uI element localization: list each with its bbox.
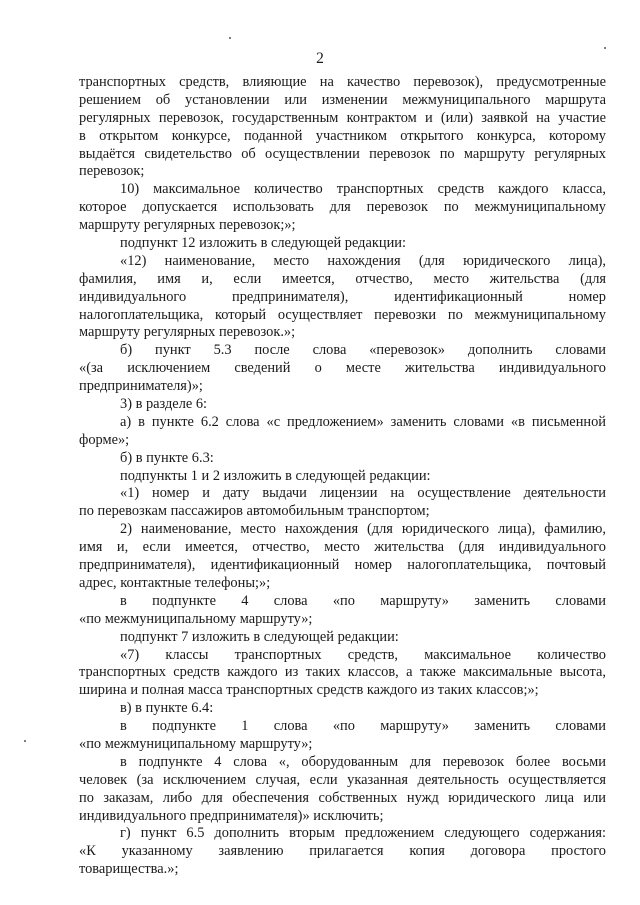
text-line: адрес, контактные телефоны;»; [79,574,271,591]
text-line: по заказам, либо для обеспечения собственных нужд юридического лица или [79,789,606,806]
text-line: «1) номер и дату выдачи лицензии на осуществление деятельности [120,485,606,502]
text-line: перевозок; [79,163,145,180]
text-line: индивидуального предпринимателя), идентификационный номер [79,288,606,305]
text-line: налогоплательщика, который осуществляет перевозки по межмуниципальному [79,306,606,323]
text-line: товарищества.»; [79,861,179,878]
text-line: 10) максимальное количество транспортных средств каждого класса, [120,181,606,198]
text-line: в подпункте 1 слова «по маршруту» заменить словами [120,718,606,735]
text-line: маршруту регулярных перевозок;»; [79,217,296,234]
text-line: фамилия, имя и, если имеется, отчество, место жительства (для [79,270,606,287]
text-line: «по межмуниципальному маршруту»; [79,610,313,627]
text-line: в открытом конкурсе, поданной участником открытого конкурса, которому [79,127,606,144]
text-line: человек (за исключением случая, если указанная деятельность осуществляется [79,771,606,788]
text-line: в подпункте 4 слова «по маршруту» заменить словами [120,592,606,609]
text-line: решением об установлении или изменении межмуниципального маршрута [79,91,606,108]
text-line: в подпункте 4 слова «, оборудованным для перевозок более восьми [120,753,606,770]
text-line: 2) наименование, место нахождения (для юридического лица), фамилию, [120,521,606,538]
text-line: «12) наименование, место нахождения (для юридического лица), [120,252,606,269]
text-line: форме»; [79,431,130,448]
text-line: б) пункт 5.3 после слова «перевозок» дополнить словами [120,342,606,359]
document-body [79,74,606,879]
text-line: транспортных средств, влияющие на качество перевозок), предусмотренные [79,74,606,90]
text-line: по перевозкам пассажиров автомобильным транспортом; [79,503,430,520]
text-line: б) в пункте 6.3: [120,449,214,466]
text-line: которое допускается использовать для перевозок по межмуниципальному [79,199,606,216]
text-line: «по межмуниципальному маршруту»; [79,735,313,752]
text-line: «7) классы транспортных средств, максимальное количество [120,646,606,663]
text-line: ширина и полная масса транспортных средств каждого из таких классов;»; [79,682,539,699]
text-line: индивидуального предпринимателя)» исключить; [79,807,384,824]
text-line: транспортных средств каждого из таких классов, а также максимальные высота, [79,664,606,681]
text-line: предпринимателя), идентификационный номер налогоплательщика, почтовый [79,557,606,574]
text-line: «К указанному заявлению прилагается копия договора простого [79,843,606,860]
text-line: предпринимателя)»; [79,378,203,395]
scan-speck [229,37,231,39]
scan-speck [24,740,26,742]
text-line: маршруту регулярных перевозок.»; [79,324,296,341]
text-line: 3) в разделе 6: [120,396,208,413]
page-number: 2 [316,50,324,67]
text-line: регулярных перевозок, государственным контрактом и (или) заявкой на участие [79,109,606,126]
text-line: подпункт 12 изложить в следующей редакции: [120,235,406,252]
text-line: а) в пункте 6.2 слова «с предложением» заменить словами «в письменной [120,413,606,430]
scan-speck [604,47,606,49]
text-line: выдаётся свидетельство об осуществлении перевозок по маршруту регулярных [79,145,606,162]
text-line: «(за исключением сведений о месте жительства индивидуального [79,360,606,377]
text-line: в) в пункте 6.4: [120,700,214,717]
text-line: подпункт 7 изложить в следующей редакции: [120,628,399,645]
text-line: г) пункт 6.5 дополнить вторым предложением следующего содержания: [120,825,606,842]
text-line: имя и, если имеется, отчество, место жительства (для индивидуального [79,539,606,556]
text-line: подпункты 1 и 2 изложить в следующей редакции: [120,467,431,484]
